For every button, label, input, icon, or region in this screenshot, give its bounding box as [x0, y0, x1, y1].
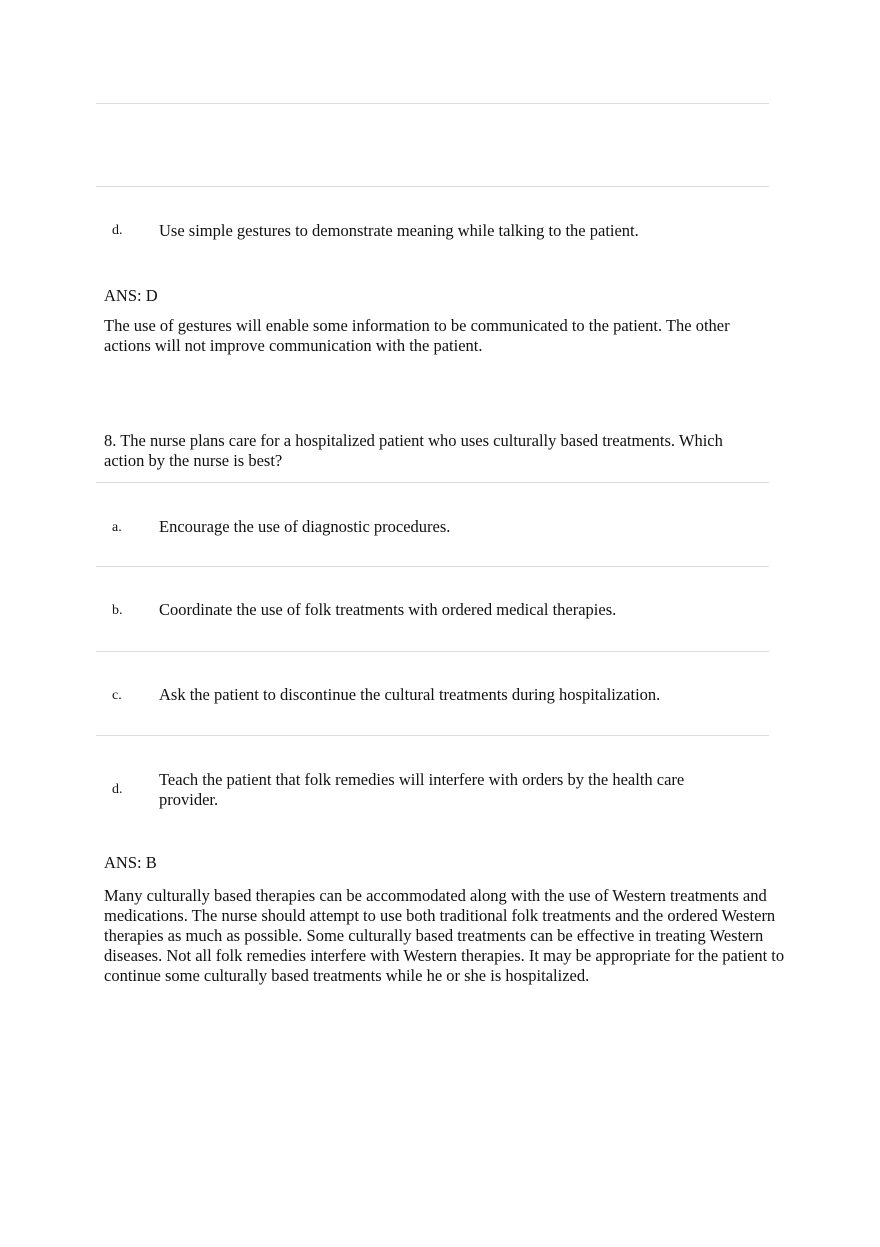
option-letter: d.	[112, 782, 123, 797]
question-stem: 8. The nurse plans care for a hospitalized patient who uses culturally based treatments. Which action by the nurse is best?	[104, 431, 723, 470]
option-text: Use simple gestures to demonstrate meaning while talking to the patient.	[159, 221, 639, 240]
option-letter: b.	[112, 603, 123, 618]
answer-key: ANS: D	[104, 286, 158, 305]
table-divider	[96, 651, 769, 652]
option-letter: d.	[112, 223, 123, 238]
option-letter: c.	[112, 688, 122, 703]
table-divider	[96, 482, 769, 483]
answer-rationale: Many culturally based therapies can be accommodated along with the use of Western treatments and medications. The nurse should attempt to use both traditional folk treatments and the ordered Western therapies as much as possible. Some culturally based treatments can be effective in treating Western diseases. Not all folk remedies interfere with Western therapies. It may be appropriate for the patient to continue some culturally based treatments while he or she is hospitalized.	[104, 886, 785, 985]
answer-rationale: The use of gestures will enable some information to be communicated to the patient. The other actions will not improve communication with the patient.	[104, 316, 730, 355]
table-divider	[96, 103, 769, 104]
table-divider	[96, 186, 769, 187]
table-divider	[96, 566, 769, 567]
option-text: Teach the patient that folk remedies will interfere with orders by the health care provider.	[159, 770, 685, 809]
option-text: Ask the patient to discontinue the cultural treatments during hospitalization.	[159, 685, 661, 704]
option-text: Coordinate the use of folk treatments with ordered medical therapies.	[159, 600, 617, 619]
answer-key: ANS: B	[104, 853, 157, 872]
option-text: Encourage the use of diagnostic procedures.	[159, 517, 451, 536]
table-divider	[96, 735, 769, 736]
option-letter: a.	[112, 520, 122, 535]
